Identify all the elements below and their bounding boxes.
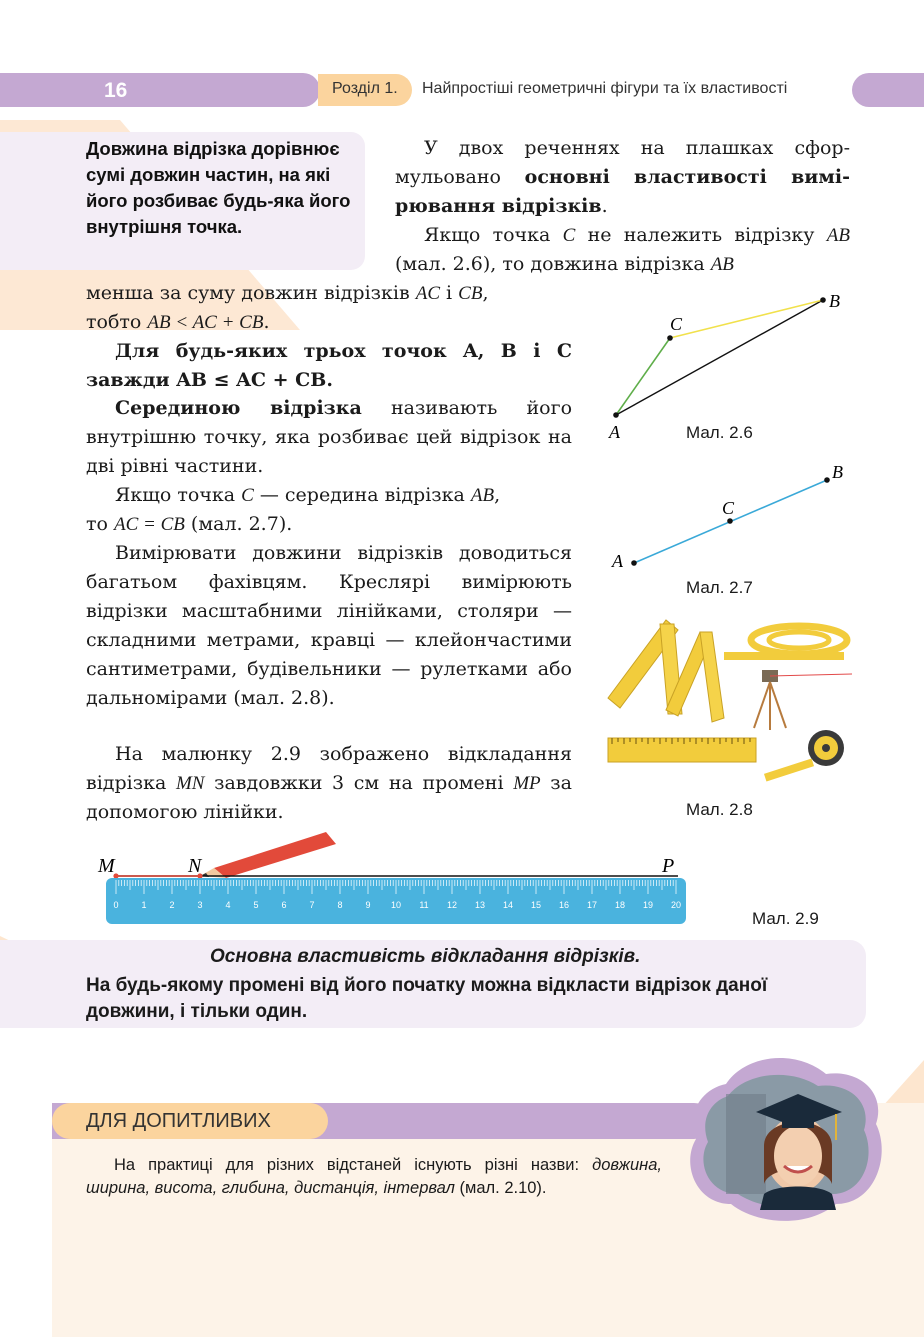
ruler-tick-label: 5 xyxy=(253,900,259,910)
point-a xyxy=(631,560,637,566)
point-c xyxy=(667,335,673,341)
ruler-tick-label: 12 xyxy=(446,900,458,910)
figure-2-6 xyxy=(600,285,860,445)
figure-2-7 xyxy=(600,458,860,578)
page-header xyxy=(0,73,924,109)
ruler-tick-label: 8 xyxy=(337,900,343,910)
ruler-tick-label: 17 xyxy=(586,900,598,910)
property-title: Основна властивість відкладання відрізків. xyxy=(210,946,641,967)
segment-ac xyxy=(616,338,670,415)
page-number: 16 xyxy=(104,79,128,102)
paragraph-triangle-inequality: Якщо точка C не належить відрізку AB (мал. 2.6), то довжина відрізка AB xyxy=(395,224,850,275)
point-b xyxy=(820,297,826,303)
property-box xyxy=(0,940,866,1028)
figure-2-8 xyxy=(604,618,854,788)
label-a: A xyxy=(612,551,623,571)
ruler-tick-label: 10 xyxy=(390,900,402,910)
ruler-tick-label: 0 xyxy=(113,900,119,910)
label-c: C xyxy=(722,498,735,518)
ruler-tick-label: 16 xyxy=(558,900,570,910)
ruler-tick-label: 6 xyxy=(281,900,287,910)
ruler-tick-label: 14 xyxy=(502,900,514,910)
tape-roll-icon xyxy=(724,626,847,660)
ruler-tick-label: 18 xyxy=(614,900,626,910)
label-p: P xyxy=(662,855,675,877)
curious-text: На практиці для різних відстаней існують різні назви: довжина, ширина, висота, глибина, дистанція, інтервал (мал. 2.10). xyxy=(86,1156,662,1197)
ruler-tick-label: 2 xyxy=(169,900,175,910)
ruler-tick-label: 19 xyxy=(642,900,654,910)
segment-cb xyxy=(670,300,823,338)
ruler-tick-label: 20 xyxy=(670,900,682,910)
straight-ruler-icon xyxy=(608,738,756,762)
segment-ab xyxy=(616,300,823,415)
paragraph-professions: Вимірювати довжини відрізків доводиться багатьом фахівцям. Креслярі вимірюють відрізки масштабними лінійками, столяри — складними метрами, кравці — клейончастими сантиметрами, будівельники — рулетками або дальномірами (мал. 2.8). xyxy=(86,542,572,709)
property-text: На будь-якому промені від його початку можна відкласти відрізок даної довжини, і тільки один. xyxy=(86,975,768,1022)
caption-fig-2-9: Мал. 2.9 xyxy=(752,909,819,928)
point-b xyxy=(824,477,830,483)
ruler-tick-label: 7 xyxy=(309,900,315,910)
ruler-tick-label: 15 xyxy=(530,900,542,910)
label-b: B xyxy=(829,291,840,311)
paragraph-ruler: На малюнку 2.9 зображено відкладання відрізка MN завдовжки 3 см на промені MP за допомогою лінійки. xyxy=(86,743,572,823)
ruler-tick-label: 13 xyxy=(474,900,486,910)
chapter-label: Розділ 1. xyxy=(318,74,412,106)
paragraph-midpoint-definition: Серединою відрізка називають його внутрішню точку, яка розбиває цей відрізок на дві рівні частини. xyxy=(86,397,573,477)
ruler-tick-label: 3 xyxy=(197,900,203,910)
label-c: C xyxy=(670,314,683,334)
label-a: A xyxy=(609,422,620,442)
rangefinder-tripod-icon xyxy=(754,670,852,730)
bold-phrase: основні властивості вимірювання відрізків xyxy=(395,166,851,217)
caption-fig-2-7: Мал. 2.7 xyxy=(686,578,753,597)
ruler-tick-label: 11 xyxy=(419,900,429,910)
figure-2-9 xyxy=(96,828,696,928)
rule-box xyxy=(0,132,365,270)
rule-text: Довжина відрізка дорівнює сумі довжин частин, на які його розбиває будь-яка його внутрішня точка. xyxy=(86,138,351,237)
paragraph-rule-three-points: Для будь-яких трьох точок A, B і C завжди AB ≤ AC + CB. xyxy=(86,340,572,391)
header-left-bar xyxy=(0,73,320,107)
curious-heading: ДЛЯ ДОПИТЛИВИХ xyxy=(86,1110,271,1132)
ruler-tick-label: 4 xyxy=(225,900,231,910)
ruler-tick-label: 1 xyxy=(141,900,147,910)
chapter-title: Найпростіші геометричні фігури та їх властивості xyxy=(422,80,788,97)
label-m: M xyxy=(98,855,115,877)
caption-fig-2-8: Мал. 2.8 xyxy=(686,800,753,819)
caption-fig-2-6: Мал. 2.6 xyxy=(686,423,753,442)
folding-ruler-icon xyxy=(608,620,724,722)
paragraph-sum-lengths: менша за суму довжин відрізків AC і CB, тобто AB < AC + CB. xyxy=(86,282,489,333)
label-b: B xyxy=(832,462,843,482)
ruler-tick-label: 9 xyxy=(365,900,371,910)
paragraph-intro: У двох реченнях на плашках сформульовано основні властивості вимірювання відрізків. xyxy=(395,137,851,217)
student-photo xyxy=(686,1054,886,1224)
header-right-bar xyxy=(852,73,924,107)
point-a xyxy=(613,412,619,418)
point-c xyxy=(727,518,733,524)
pencil-icon xyxy=(200,832,336,878)
label-n: N xyxy=(188,855,202,877)
paragraph-midpoint: Якщо точка C — середина відрізка AB, то AC = CB (мал. 2.7). xyxy=(86,484,501,535)
tape-measure-icon xyxy=(764,730,844,782)
curious-header-tab xyxy=(52,1103,328,1139)
